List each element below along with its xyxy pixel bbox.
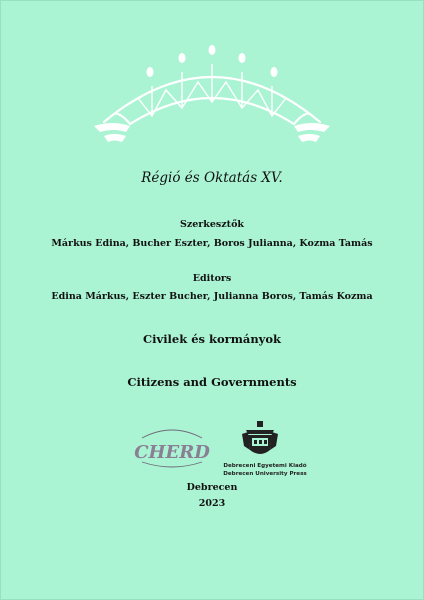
title-english: Citizens and Governments <box>127 375 297 389</box>
editors-en-names: Edina Márkus, Eszter Bucher, Julianna Boros, Tamás Kozma <box>51 291 373 302</box>
press-name-en: Debrecen University Press <box>223 471 307 477</box>
title-hungarian: Civilek és kormányok <box>142 332 282 346</box>
university-crest-icon <box>240 420 280 460</box>
editors-hu-names: Márkus Edina, Bucher Eszter, Boros Julianna, Kozma Tamás <box>51 238 373 249</box>
imprint-year: 2023 <box>198 498 226 509</box>
cherd-logo-text: CHERD <box>134 442 210 463</box>
imprint-place: Debrecen <box>186 482 238 493</box>
bridge-logo-icon <box>90 42 334 154</box>
series-title: Régió és Oktatás XV. <box>141 170 283 186</box>
press-name-hu: Debreceni Egyetemi Kiadó <box>223 463 307 469</box>
cherd-logo-icon <box>134 418 210 472</box>
editors-en-label: Editors <box>192 273 232 284</box>
editors-hu-label: Szerkesztők <box>180 219 244 230</box>
